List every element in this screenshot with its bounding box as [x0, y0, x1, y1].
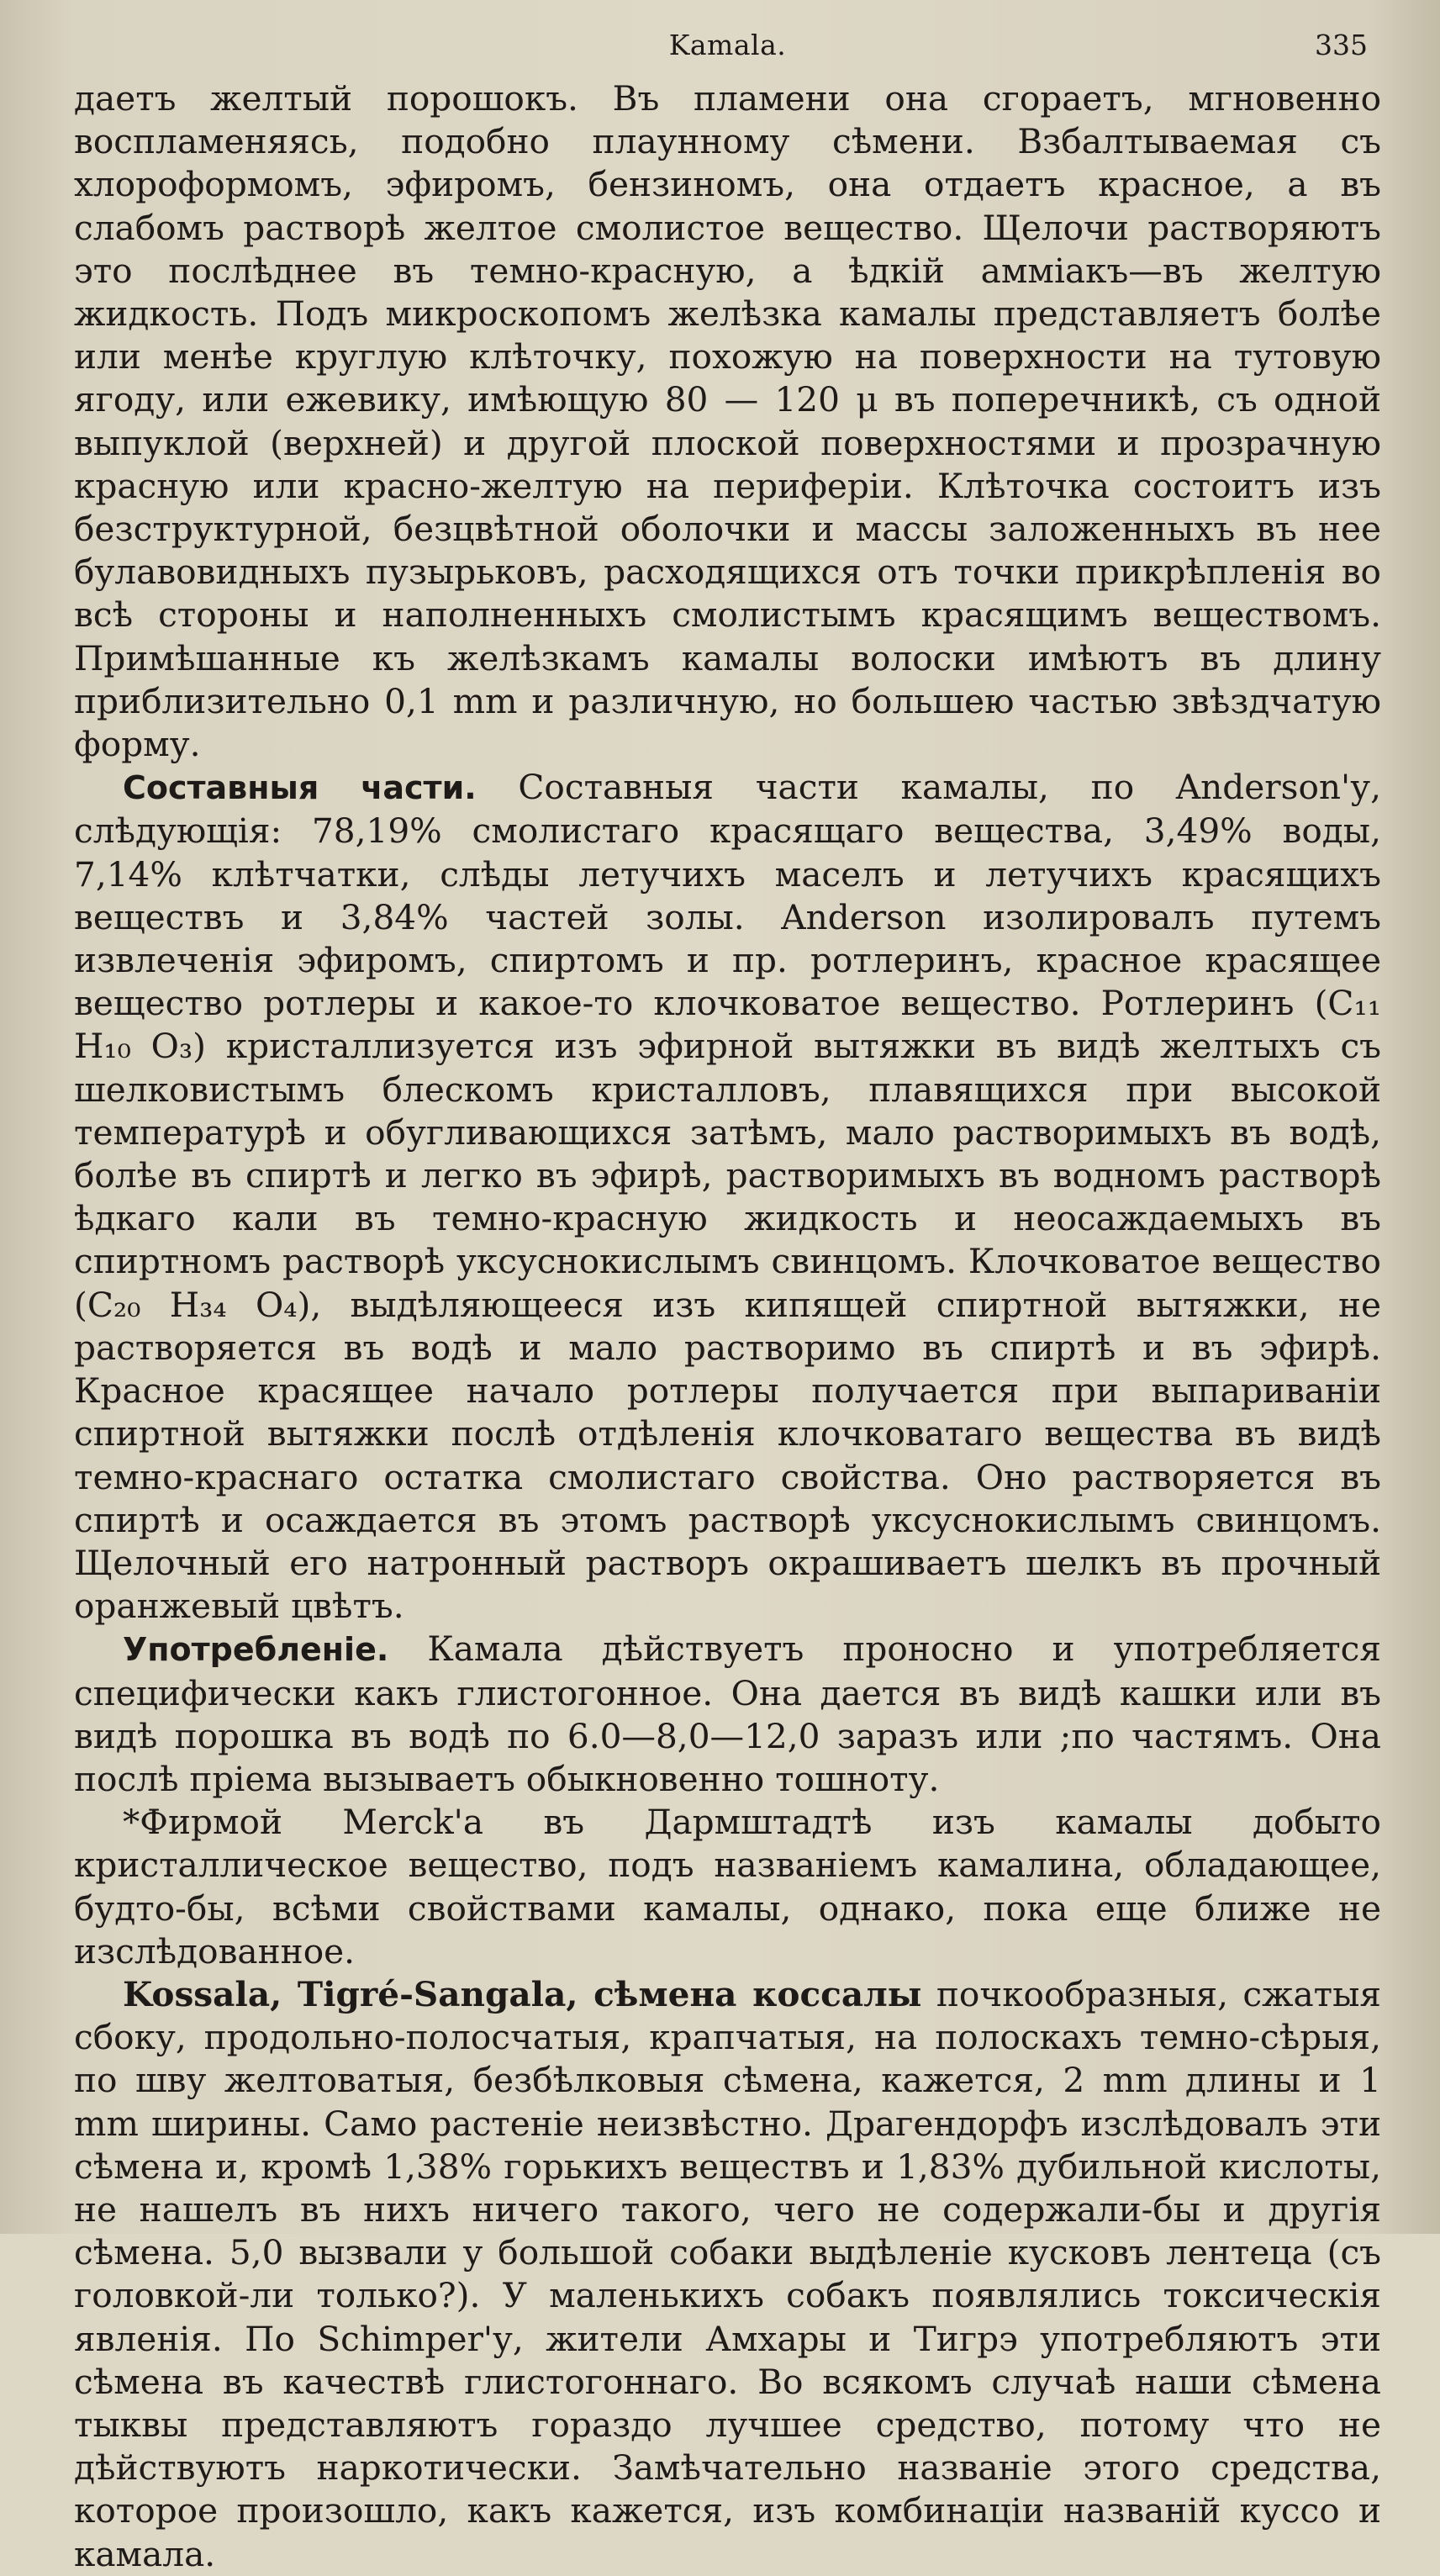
running-title: Kamala.: [668, 29, 787, 61]
page-number: 335: [1315, 29, 1368, 61]
section-heading-composition: Составныя части.: [123, 769, 477, 807]
paragraph-text: Составныя части камалы, по Anderson'у, слѣдующiя: 78,19% смолистаго красящаго вещества, 3,49% воды, 7,14% клѣтчатки, слѣды летучихъ маселъ и летучихъ красящихъ веществъ и 3,84% частей золы. Anderson изолировалъ путемъ извлеченiя эфиромъ, спиртомъ и пр. ротлеринъ, красное красящее вещество ротлеры и какое-то клочковатое вещество. Ротлеринъ (C₁₁ H₁₀ O₃) кристаллизуется изъ эфирной вытяжки въ видѣ желтыхъ съ шелковистымъ блескомъ кристалловъ, плавящихся при высокой температурѣ и обугливающихся затѣмъ, мало растворимыхъ въ водѣ, болѣе въ спиртѣ и легко въ эфирѣ, растворимыхъ въ водномъ растворѣ ѣдкаго кали въ темно-красную жидкость и неосаждаемыхъ въ спиртномъ растворѣ уксуснокислымъ свинцомъ. Клочковатое вещество (C₂₀ H₃₄ O₄), выдѣляющееся изъ кипящей спиртной вытяжки, не растворяется въ водѣ и мало растворимо въ спиртѣ и въ эфирѣ. Красное красящее начало ротлеры получается при выпариванiи спиртной вытяжки послѣ отдѣленiя клочковатаго вещества въ видѣ темно-краснаго остатка смолистаго свойства. Оно растворяется въ спиртѣ и осаждается въ этомъ растворѣ уксуснокислымъ свинцомъ. Щелочный его натронный растворъ окрашиваетъ шелкъ въ прочный оранжевый цвѣтъ.: [74, 767, 1381, 1627]
paragraph-text: Камала дѣйствуетъ проносно и употребляется специфически какъ глистогонное. Она дается въ видѣ кашки или въ видѣ порошка въ водѣ по 6.0—8,0—12,0 заразъ или ;по частямъ. Она послѣ прiема вызываетъ обыкновенно тошноту.: [74, 1628, 1381, 1799]
paragraph-note: [74, 1801, 1381, 1973]
paragraph-text: почкообразныя, сжатыя сбоку, продольно-полосчатыя, крапчатыя, на полоскахъ темно-сѣрыя, по шву желтоватыя, безбѣлковыя сѣмена, кажется, 2 mm длины и 1 mm ширины. Само растенiе неизвѣстно. Драгендорфъ изслѣдовалъ эти сѣмена и, кромѣ 1,38% горькихъ веществъ и 1,83% дубильной кислоты, не нашелъ въ нихъ ничего такого, чего не содержали-бы и другiя сѣмена. 5,0 вызвали у большой собаки выдѣленiе кусковъ лентеца (съ головкой-ли только?). У маленькихъ собакъ появлялись токсическiя явленiя. По Schimper'у, жители Амхары и Тигрэ употребляютъ эти сѣмена въ качествѣ глистогоннаго. Во всякомъ случаѣ наши сѣмена тыквы представляютъ гораздо лучшее средство, потому что не дѣйствуютъ наркотически. Замѣчательно названiе этого средства, которое произошло, какъ кажется, изъ комбинацiи названiй куссо и камала.: [74, 1973, 1381, 2574]
running-header: [74, 29, 1381, 77]
paragraph-composition: [74, 766, 1381, 1628]
paragraph-usage: [74, 1628, 1381, 1801]
paragraph-text: *Фирмой Merck'а въ Дармштадтѣ изъ камалы добыто кристаллическое вещество, подъ названiемъ камалина, обладающее, будто-бы, всѣми свойствами камалы, однако, пока еще ближе не изслѣдованное.: [74, 1802, 1381, 1972]
paragraph-text: даетъ желтый порошокъ. Въ пламени она сгораетъ, мгновенно воспламеняясь, подобно плаунному сѣмени. Взбалтываемая съ хлороформомъ, эфиромъ, бензиномъ, она отдаетъ красное, а въ слабомъ растворѣ желтое смолистое вещество. Щелочи растворяютъ это послѣднее въ темно-красную, а ѣдкій аммiакъ—въ желтую жидкость. Подъ микроскопомъ желѣзка камалы представляетъ болѣе или менѣе круглую клѣточку, похожую на поверхности на тутовую ягоду, или ежевику, имѣющую 80 — 120 μ въ поперечникѣ, съ одной выпуклой (верхней) и другой плоской поверхностями и прозрачную красную или красно-желтую на периферiи. Клѣточка состоитъ изъ безструктурной, безцвѣтной оболочки и массы заложенныхъ въ нее булавовидныхъ пузырьковъ, расходящихся отъ точки прикрѣпленiя во всѣ стороны и наполненныхъ смолистымъ красящимъ веществомъ. Примѣшанные къ желѣзкамъ камалы волоски имѣютъ въ длину приблизительно 0,1 mm и различную, но большею частью звѣздчатую форму.: [74, 78, 1381, 765]
page-body: [74, 77, 1381, 2576]
paragraph-continuation: [74, 77, 1381, 766]
paragraph-kossala: [74, 1973, 1381, 2576]
entry-heading-kossala: Kossala, Tigré-Sangala, сѣмена коссалы: [123, 1973, 922, 2014]
section-heading-usage: Употребленіе.: [123, 1631, 389, 1669]
